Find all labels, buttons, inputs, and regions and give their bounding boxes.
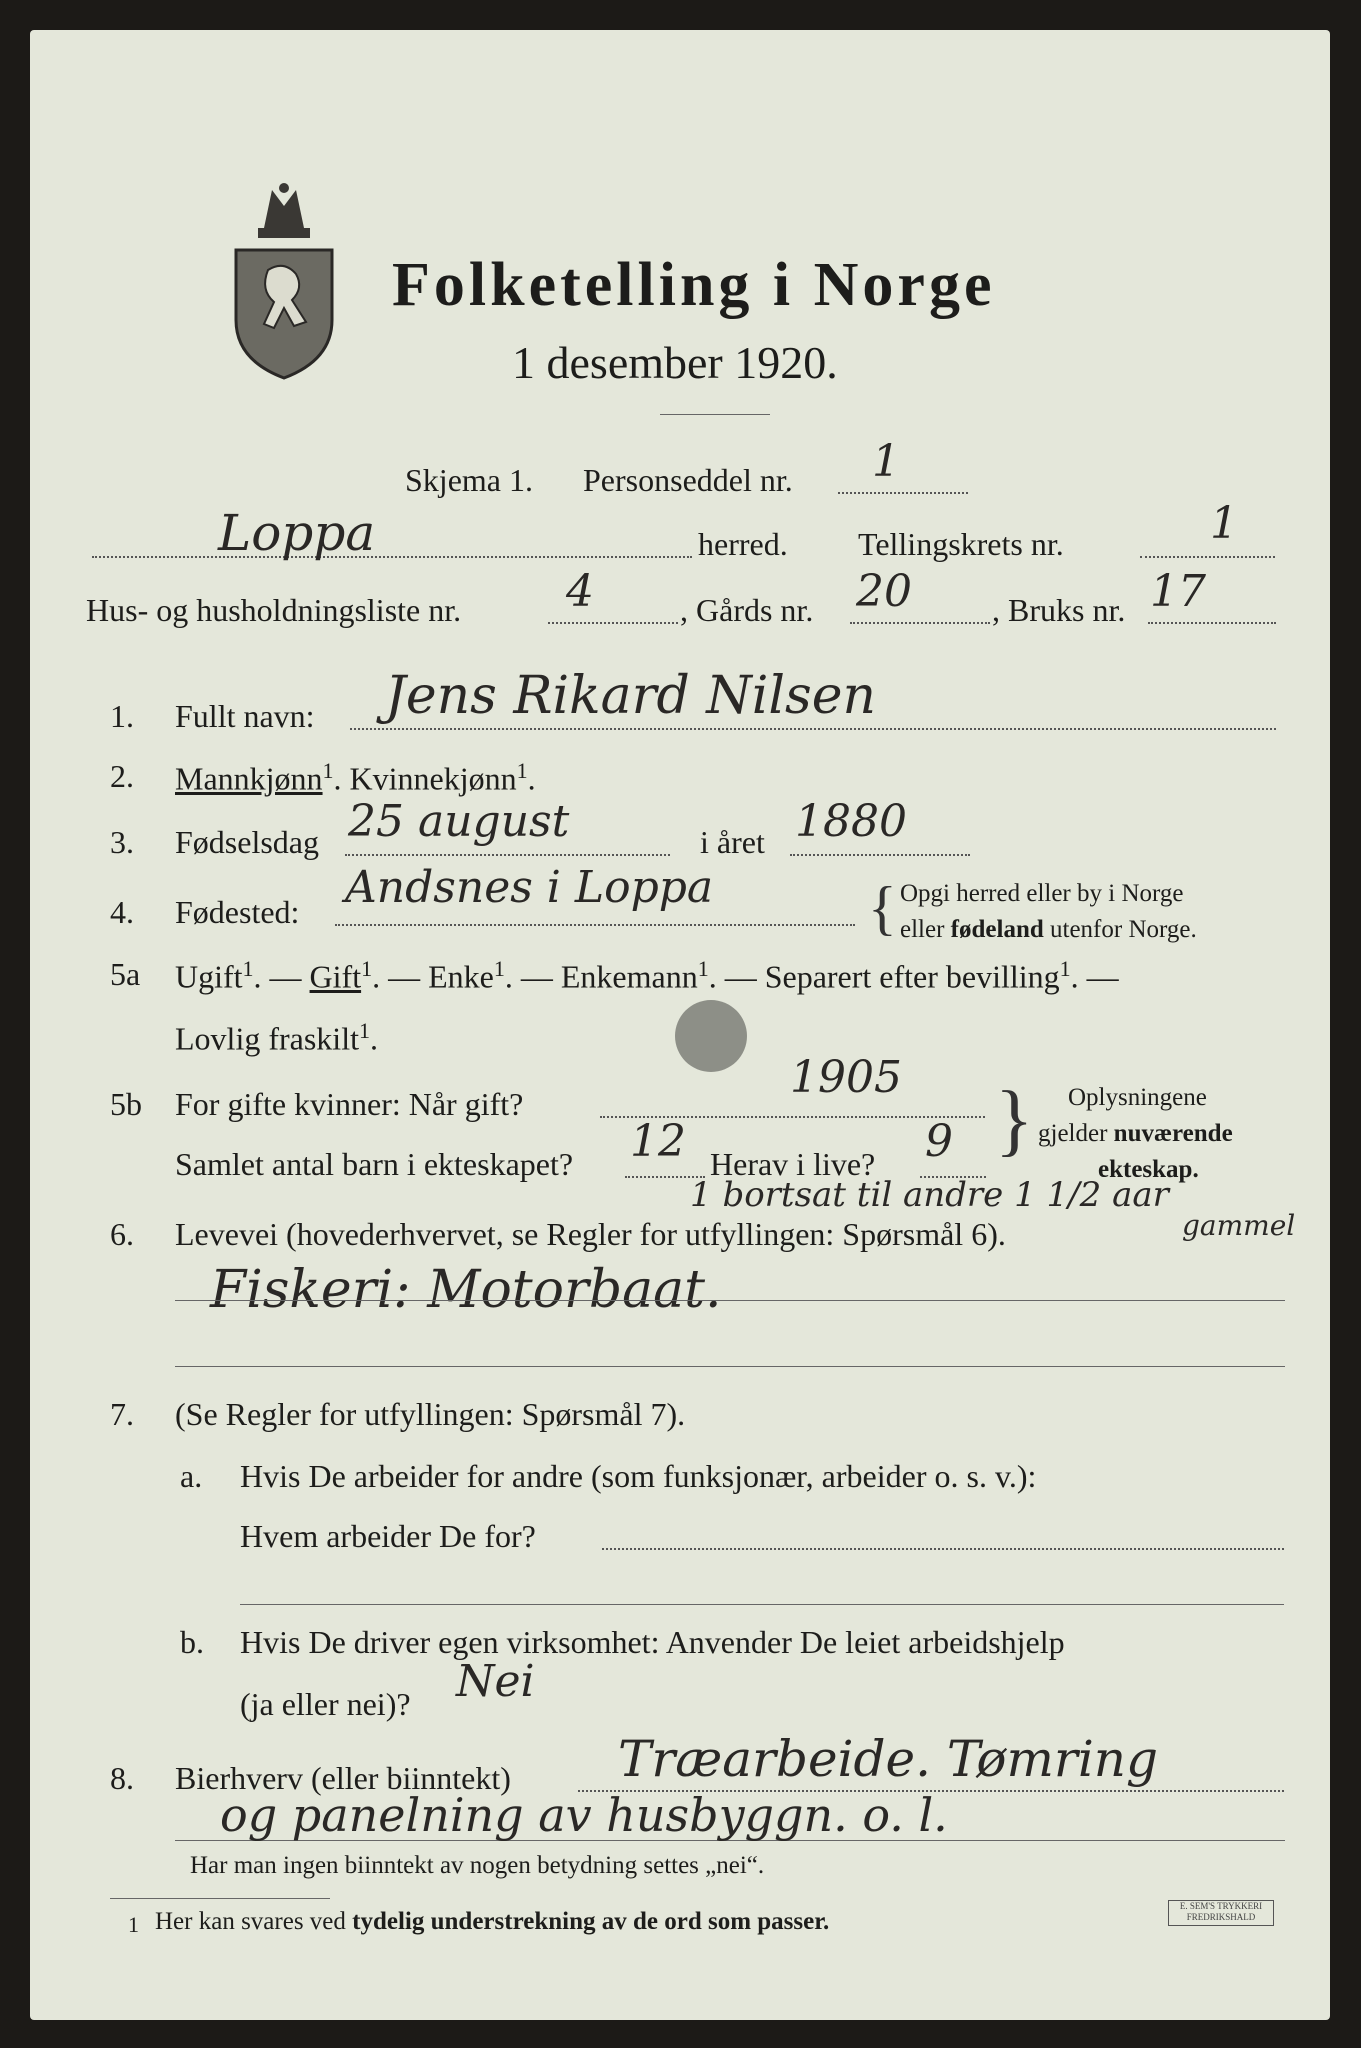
gards-field[interactable] (850, 622, 990, 624)
personseddel-value: 1 (872, 436, 900, 487)
personseddel-field[interactable] (838, 492, 968, 494)
q3-year-label: i året (700, 824, 765, 860)
bruks-label: , Bruks nr. (992, 592, 1126, 628)
printer-stamp: E. SEM'S TRYKKERI FREDRIKSHALD (1168, 1900, 1274, 1926)
q5b-children-label: Samlet antal barn i ekteskapet? (175, 1146, 574, 1182)
option-gift[interactable]: Gift (309, 958, 362, 995)
birth-year-field[interactable] (790, 854, 970, 856)
full-name-field[interactable] (350, 728, 1276, 730)
q4-label: Fødested: (175, 894, 300, 930)
form-title: Folketelling i Norge (392, 251, 996, 319)
q5b-note-line2: gjelder nuværende (1038, 1120, 1233, 1147)
option-enkemann[interactable]: Enkemann (560, 958, 698, 995)
q7a-line1: Hvis De arbeider for andre (som funksjonær, arbeider o. s. v.): (240, 1458, 1037, 1494)
gards-value: 20 (856, 566, 912, 617)
employer-field[interactable] (602, 1548, 1284, 1550)
option-fraskilt[interactable]: Lovlig fraskilt (175, 1020, 359, 1057)
married-when-value: 1905 (790, 1052, 902, 1103)
q7b-letter: b. (180, 1624, 204, 1660)
option-separert[interactable]: Separert efter bevilling (764, 958, 1060, 995)
option-fraskilt-line: Lovlig fraskilt$^1$. (175, 1018, 378, 1057)
husliste-value: 4 (566, 566, 594, 617)
q7b-line2: (ja eller nei)? (240, 1686, 411, 1722)
option-enke[interactable]: Enke (428, 958, 494, 995)
birthday-value: 25 august (348, 796, 570, 847)
bruks-field[interactable] (1148, 622, 1276, 624)
full-name-value: Jens Rikard Nilsen (385, 666, 877, 726)
punch-hole (675, 1000, 747, 1072)
occupation-value: Fiskeri: Motorbaat. (210, 1260, 722, 1320)
footnote-mark: 1 (516, 758, 528, 783)
footnote-mark: 1 (128, 1912, 139, 1937)
option-mannkjonn[interactable]: Mannkjønn (175, 760, 323, 797)
husliste-label: Hus- og husholdningsliste nr. (86, 592, 462, 628)
side-income-value-line1: Træarbeide. Tømring (618, 1730, 1159, 1788)
q7a-line2: Hvem arbeider De for? (240, 1518, 536, 1554)
personseddel-label: Personseddel nr. (583, 462, 793, 498)
q7-number: 7. (110, 1396, 134, 1432)
q4-brace: { (868, 875, 897, 941)
q5b-number: 5b (110, 1086, 142, 1122)
birthplace-field[interactable] (335, 924, 855, 926)
q7b-line1: Hvis De driver egen virksomhet: Anvender De leiet arbeidshjelp (240, 1624, 1065, 1660)
q6-number: 6. (110, 1216, 134, 1252)
q5b-label: For gifte kvinner: Når gift? (175, 1086, 524, 1122)
q1-label: Fullt navn: (175, 698, 315, 734)
q4-note-line2: eller fødeland utenfor Norge. (900, 916, 1197, 943)
q5b-note-line3: ekteskap. (1098, 1156, 1199, 1183)
option-ugift[interactable]: Ugift (175, 958, 243, 995)
q1-number: 1. (110, 698, 134, 734)
q7a-letter: a. (180, 1458, 203, 1494)
q7-label: (Se Regler for utfyllingen: Spørsmål 7). (175, 1396, 686, 1432)
side-income-value-line2: og panelning av husbyggn. o. l. (220, 1788, 948, 1842)
children-total-value: 12 (630, 1116, 686, 1167)
end-mark: . (527, 760, 536, 797)
q5a-options: Ugift$^1$. — Gift$^1$. — Enke$^1$. — Enkemann$^1$. — Separert efter bevilling$^1$. — (175, 956, 1119, 995)
q5b-alive-label: Herav i live? (710, 1146, 876, 1182)
q8-label: Bierhverv (eller biinntekt) (175, 1760, 511, 1796)
q3-number: 3. (110, 824, 134, 860)
q2-number: 2. (110, 758, 134, 794)
q8-number: 8. (110, 1760, 134, 1796)
tellingskrets-value: 1 (1210, 498, 1238, 549)
footnote-text: Her kan svares ved tydelig understrekning av de ord som passer. (155, 1908, 830, 1935)
q5b-brace: } (995, 1076, 1034, 1164)
occupation-line-1[interactable] (175, 1300, 1285, 1301)
birth-year-value: 1880 (795, 796, 907, 847)
q8-note: Har man ingen biinntekt av nogen betydning settes „nei“. (190, 1852, 765, 1879)
tellingskrets-label: Tellingskrets nr. (858, 526, 1064, 562)
birthday-field[interactable] (345, 854, 670, 856)
census-date: 1 desember 1920. (512, 337, 838, 388)
q5a-number: 5a (110, 956, 141, 992)
herred-label: herred. (698, 526, 788, 562)
schema-label: Skjema 1. (405, 462, 533, 498)
title-divider (660, 414, 770, 415)
q6-label: Levevei (hovederhvervet, se Regler for utfyllingen: Spørsmål 6). (175, 1216, 1006, 1252)
gards-label: , Gårds nr. (680, 592, 814, 628)
husliste-field[interactable] (548, 622, 678, 624)
footnote-mark: 1 (322, 758, 334, 783)
occupation-line-2[interactable] (175, 1366, 1285, 1367)
birthplace-value: Andsnes i Loppa (345, 862, 714, 913)
option-kvinnekjonn[interactable]: Kvinnekjønn (349, 760, 517, 797)
hired-help-value: Nei (456, 1656, 535, 1707)
children-alive-value: 9 (925, 1116, 953, 1167)
q3-label: Fødselsdag (175, 824, 319, 860)
norwegian-coat-of-arms-icon (228, 180, 340, 380)
footnote-divider (110, 1898, 330, 1899)
q6-margin-note: gammel (1182, 1209, 1296, 1242)
herred-value: Loppa (218, 504, 376, 562)
herred-field[interactable] (92, 556, 692, 558)
q4-note-line1: Opgi herred eller by i Norge (900, 880, 1184, 907)
q4-number: 4. (110, 894, 134, 930)
q5b-note-line1: Oplysningene (1068, 1084, 1207, 1111)
employer-line-2[interactable] (240, 1604, 1284, 1605)
q2-options (175, 760, 536, 795)
tellingskrets-field[interactable] (1140, 556, 1275, 558)
separator: . (333, 760, 342, 797)
bruks-value: 17 (1150, 566, 1206, 617)
q5b-extra-note: 1 bortsat til andre 1 1/2 aar (690, 1175, 1169, 1215)
